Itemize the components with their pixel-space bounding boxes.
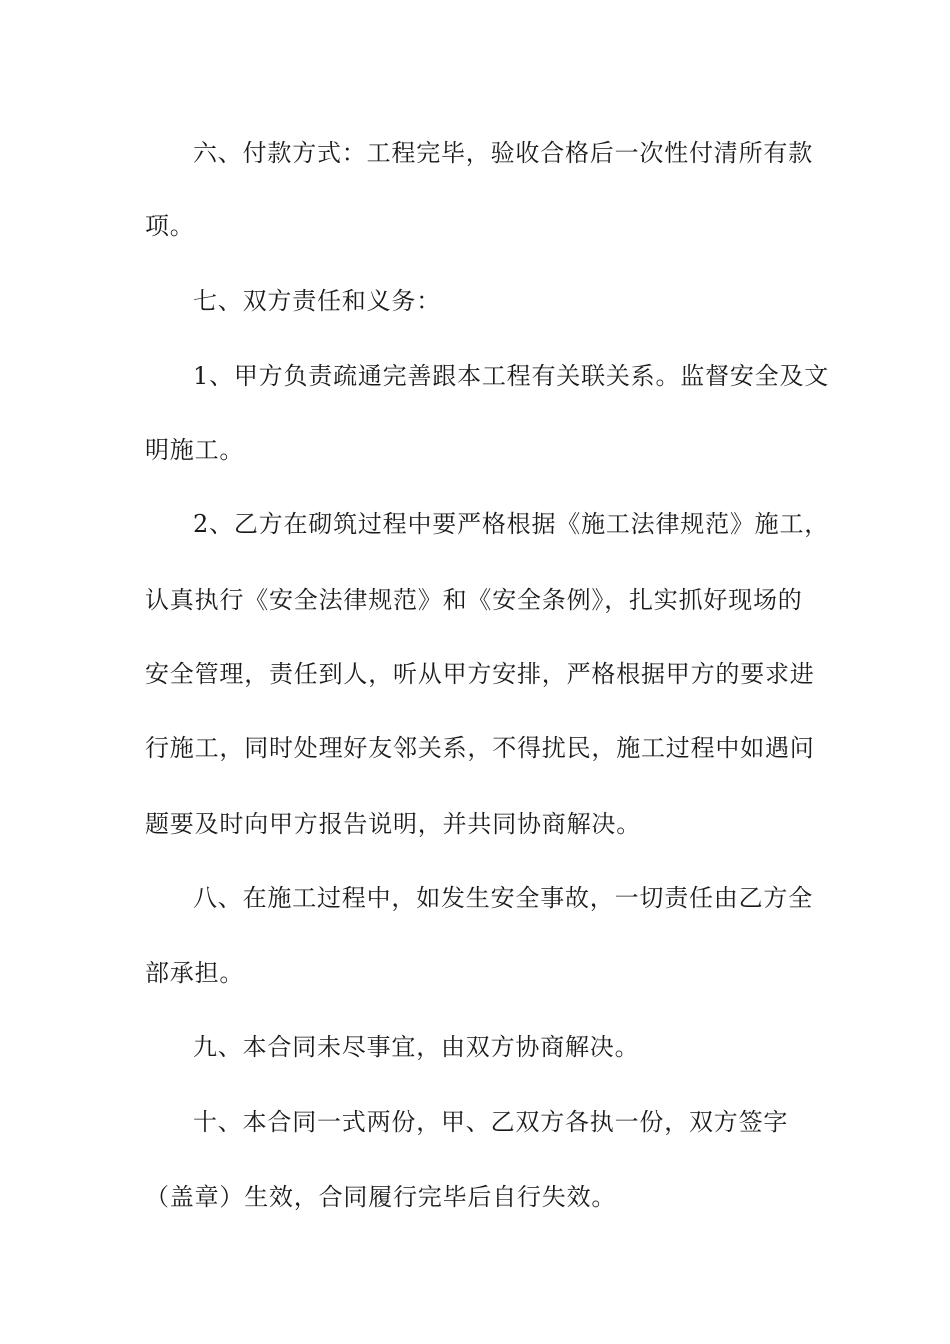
paragraph-10-line-2: （盖章）生效，合同履行完毕后自行失效。	[145, 1183, 617, 1211]
clause-1-line-1: 1、甲方负责疏通完善跟本工程有关联关系。监督安全及文	[193, 362, 830, 390]
clause-2-line-3: 安全管理，责任到人，听从甲方安排，严格根据甲方的要求进	[145, 660, 815, 688]
clause-2-line-4: 行施工，同时处理好友邻关系，不得扰民，施工过程中如遇问	[145, 734, 815, 762]
paragraph-8-line-2: 部承担。	[145, 959, 245, 987]
paragraph-6-line-2: 项。	[145, 212, 195, 240]
paragraph-6-line-1: 六、付款方式：工程完毕，验收合格后一次性付清所有款	[193, 139, 813, 167]
paragraph-10-line-1: 十、本合同一式两份，甲、乙双方各执一份，双方签字	[193, 1108, 789, 1136]
paragraph-7-heading: 七、双方责任和义务：	[193, 287, 441, 315]
clause-2-line-1: 2、乙方在砌筑过程中要严格根据《施工法律规范》施工，	[193, 510, 830, 538]
paragraph-9: 九、本合同未尽事宜，由双方协商解决。	[193, 1033, 640, 1061]
paragraph-8-line-1: 八、在施工过程中，如发生安全事故，一切责任由乙方全	[193, 884, 813, 912]
clause-2-line-2: 认真执行《安全法律规范》和《安全条例》，扎实抓好现场的	[145, 586, 803, 614]
clause-2-line-5: 题要及时向甲方报告说明，并共同协商解决。	[145, 810, 641, 838]
clause-1-line-2: 明施工。	[145, 436, 245, 464]
